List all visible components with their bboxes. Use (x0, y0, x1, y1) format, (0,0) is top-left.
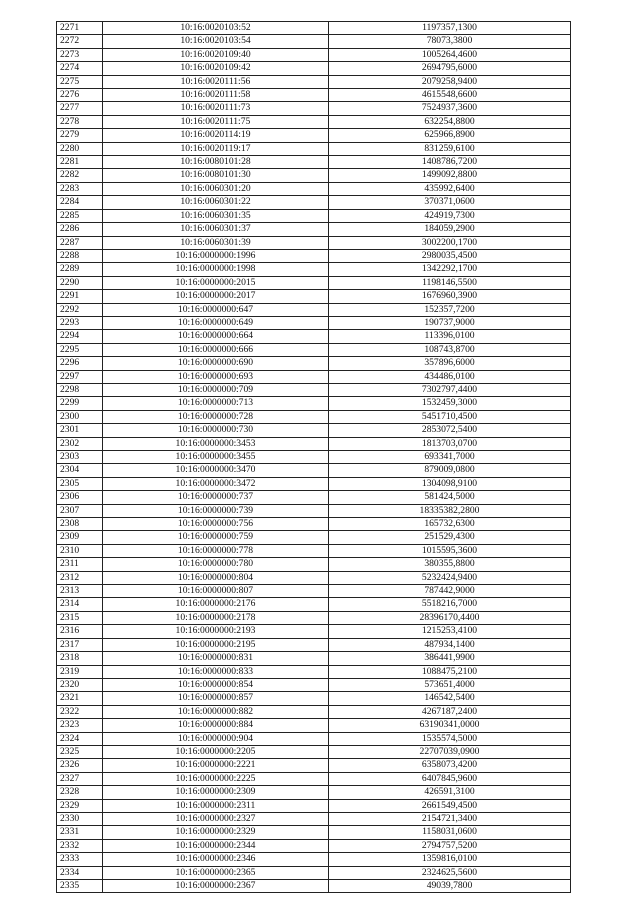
amount-cell: 165732,6300 (329, 518, 571, 531)
cadastral-number-cell: 10:16:0000000:2176 (103, 598, 329, 611)
cadastral-number-cell: 10:16:0000000:664 (103, 330, 329, 343)
row-number-cell: 2282 (57, 169, 103, 182)
cadastral-number-cell: 10:16:0000000:649 (103, 316, 329, 329)
cadastral-number-cell: 10:16:0060301:37 (103, 223, 329, 236)
amount-cell: 1197357,1300 (329, 22, 571, 35)
amount-cell: 487934,1400 (329, 638, 571, 651)
row-number-cell: 2278 (57, 115, 103, 128)
amount-cell: 1499092,8800 (329, 169, 571, 182)
row-number-cell: 2325 (57, 745, 103, 758)
cadastral-number-cell: 10:16:0000000:759 (103, 531, 329, 544)
amount-cell: 1408786,7200 (329, 156, 571, 169)
row-number-cell: 2297 (57, 370, 103, 383)
cadastral-number-cell: 10:16:0000000:2015 (103, 276, 329, 289)
amount-cell: 78073,3800 (329, 35, 571, 48)
row-number-cell: 2296 (57, 357, 103, 370)
row-number-cell: 2313 (57, 585, 103, 598)
row-number-cell: 2316 (57, 625, 103, 638)
row-number-cell: 2307 (57, 504, 103, 517)
table-row (57, 410, 571, 423)
table-row (57, 89, 571, 102)
amount-cell: 184059,2900 (329, 223, 571, 236)
row-number-cell: 2280 (57, 142, 103, 155)
row-number-cell: 2320 (57, 678, 103, 691)
table-row (57, 316, 571, 329)
amount-cell: 5451710,4500 (329, 410, 571, 423)
amount-cell: 1015595,3600 (329, 544, 571, 557)
amount-cell: 190737,9000 (329, 316, 571, 329)
row-number-cell: 2318 (57, 652, 103, 665)
row-number-cell: 2299 (57, 397, 103, 410)
table-row (57, 48, 571, 61)
table-row (57, 35, 571, 48)
amount-cell: 1215253,4100 (329, 625, 571, 638)
cadastral-number-cell: 10:16:0000000:884 (103, 719, 329, 732)
cadastral-number-cell: 10:16:0000000:780 (103, 558, 329, 571)
table-row (57, 142, 571, 155)
table-row (57, 330, 571, 343)
row-number-cell: 2310 (57, 544, 103, 557)
amount-cell: 879009,0800 (329, 464, 571, 477)
amount-cell: 581424,5000 (329, 491, 571, 504)
row-number-cell: 2319 (57, 665, 103, 678)
amount-cell: 1198146,5500 (329, 276, 571, 289)
cadastral-number-cell: 10:16:0020103:54 (103, 35, 329, 48)
table-row (57, 236, 571, 249)
amount-cell: 2694795,6000 (329, 62, 571, 75)
table-row (57, 129, 571, 142)
cadastral-number-cell: 10:16:0000000:2193 (103, 625, 329, 638)
table-row (57, 115, 571, 128)
row-number-cell: 2300 (57, 410, 103, 423)
row-number-cell: 2311 (57, 558, 103, 571)
cadastral-number-cell: 10:16:0020119:17 (103, 142, 329, 155)
cadastral-number-cell: 10:16:0000000:713 (103, 397, 329, 410)
table-row (57, 571, 571, 584)
amount-cell: 1304098,9100 (329, 477, 571, 490)
amount-cell: 370371,0600 (329, 196, 571, 209)
cadastral-number-cell: 10:16:0000000:647 (103, 303, 329, 316)
row-number-cell: 2295 (57, 343, 103, 356)
row-number-cell: 2305 (57, 477, 103, 490)
table-row (57, 692, 571, 705)
row-number-cell: 2279 (57, 129, 103, 142)
table-row (57, 678, 571, 691)
table-row (57, 477, 571, 490)
table-row (57, 652, 571, 665)
table-row (57, 102, 571, 115)
table-row (57, 196, 571, 209)
amount-cell: 1342292,1700 (329, 263, 571, 276)
row-number-cell: 2324 (57, 732, 103, 745)
amount-cell: 625966,8900 (329, 129, 571, 142)
amount-cell: 28396170,4400 (329, 611, 571, 624)
cadastral-number-cell: 10:16:0000000:882 (103, 705, 329, 718)
row-number-cell: 2274 (57, 62, 103, 75)
row-number-cell: 2289 (57, 263, 103, 276)
row-number-cell: 2312 (57, 571, 103, 584)
row-number-cell: 2329 (57, 799, 103, 812)
table-row (57, 343, 571, 356)
table-row (57, 705, 571, 718)
row-number-cell: 2306 (57, 491, 103, 504)
row-number-cell: 2272 (57, 35, 103, 48)
cadastral-number-cell: 10:16:0020111:56 (103, 75, 329, 88)
table-row (57, 826, 571, 839)
table-row (57, 451, 571, 464)
row-number-cell: 2283 (57, 182, 103, 195)
cadastral-number-cell: 10:16:0020103:52 (103, 22, 329, 35)
table-row (57, 880, 571, 893)
row-number-cell: 2277 (57, 102, 103, 115)
amount-cell: 22707039,0900 (329, 745, 571, 758)
table-row (57, 518, 571, 531)
row-number-cell: 2322 (57, 705, 103, 718)
amount-cell: 380355,8800 (329, 558, 571, 571)
cadastral-number-cell: 10:16:0000000:693 (103, 370, 329, 383)
table-row (57, 719, 571, 732)
cadastral-number-cell: 10:16:0060301:20 (103, 182, 329, 195)
table-row (57, 625, 571, 638)
table-row (57, 585, 571, 598)
amount-cell: 2079258,9400 (329, 75, 571, 88)
row-number-cell: 2288 (57, 249, 103, 262)
cadastral-number-cell: 10:16:0000000:3455 (103, 451, 329, 464)
row-number-cell: 2326 (57, 759, 103, 772)
cadastral-number-cell: 10:16:0080101:30 (103, 169, 329, 182)
amount-cell: 3002200,1700 (329, 236, 571, 249)
table-row (57, 276, 571, 289)
cadastral-number-cell: 10:16:0000000:1996 (103, 249, 329, 262)
table-row (57, 665, 571, 678)
cadastral-number-cell: 10:16:0000000:730 (103, 424, 329, 437)
table-row (57, 772, 571, 785)
row-number-cell: 2309 (57, 531, 103, 544)
amount-cell: 1005264,4600 (329, 48, 571, 61)
amount-cell: 6358073,4200 (329, 759, 571, 772)
amount-cell: 1532459,3000 (329, 397, 571, 410)
table-body (57, 22, 571, 893)
cadastral-number-cell: 10:16:0000000:728 (103, 410, 329, 423)
table-row (57, 598, 571, 611)
cadastral-number-cell: 10:16:0060301:22 (103, 196, 329, 209)
cadastral-number-cell: 10:16:0020111:58 (103, 89, 329, 102)
table-row (57, 853, 571, 866)
amount-cell: 18335382,2800 (329, 504, 571, 517)
cadastral-number-cell: 10:16:0000000:2225 (103, 772, 329, 785)
amount-cell: 787442,9000 (329, 585, 571, 598)
amount-cell: 5232424,9400 (329, 571, 571, 584)
table-row (57, 786, 571, 799)
cadastral-number-cell: 10:16:0000000:2344 (103, 839, 329, 852)
amount-cell: 1359816,0100 (329, 853, 571, 866)
table-row (57, 22, 571, 35)
cadastral-number-cell: 10:16:0000000:3453 (103, 437, 329, 450)
row-number-cell: 2302 (57, 437, 103, 450)
table-row (57, 799, 571, 812)
row-number-cell: 2330 (57, 812, 103, 825)
row-number-cell: 2323 (57, 719, 103, 732)
row-number-cell: 2317 (57, 638, 103, 651)
row-number-cell: 2285 (57, 209, 103, 222)
amount-cell: 6407845,9600 (329, 772, 571, 785)
amount-cell: 357896,6000 (329, 357, 571, 370)
row-number-cell: 2335 (57, 880, 103, 893)
table-row (57, 732, 571, 745)
amount-cell: 4615548,6600 (329, 89, 571, 102)
amount-cell: 5518216,7000 (329, 598, 571, 611)
row-number-cell: 2332 (57, 839, 103, 852)
row-number-cell: 2333 (57, 853, 103, 866)
amount-cell: 831259,6100 (329, 142, 571, 155)
table-row (57, 491, 571, 504)
cadastral-number-cell: 10:16:0000000:2017 (103, 290, 329, 303)
table-row (57, 357, 571, 370)
row-number-cell: 2281 (57, 156, 103, 169)
amount-cell: 424919,7300 (329, 209, 571, 222)
cadastral-number-cell: 10:16:0020111:75 (103, 115, 329, 128)
row-number-cell: 2328 (57, 786, 103, 799)
row-number-cell: 2291 (57, 290, 103, 303)
cadastral-number-cell: 10:16:0020111:73 (103, 102, 329, 115)
cadastral-number-cell: 10:16:0000000:709 (103, 383, 329, 396)
row-number-cell: 2284 (57, 196, 103, 209)
table-row (57, 558, 571, 571)
row-number-cell: 2308 (57, 518, 103, 531)
cadastral-number-cell: 10:16:0000000:2329 (103, 826, 329, 839)
cadastral-number-cell: 10:16:0020109:40 (103, 48, 329, 61)
amount-cell: 434486,0100 (329, 370, 571, 383)
amount-cell: 113396,0100 (329, 330, 571, 343)
amount-cell: 1676960,3900 (329, 290, 571, 303)
amount-cell: 2661549,4500 (329, 799, 571, 812)
cadastral-number-cell: 10:16:0000000:804 (103, 571, 329, 584)
cadastral-number-cell: 10:16:0000000:690 (103, 357, 329, 370)
table-row (57, 249, 571, 262)
cadastral-number-cell: 10:16:0000000:737 (103, 491, 329, 504)
row-number-cell: 2331 (57, 826, 103, 839)
amount-cell: 1535574,5000 (329, 732, 571, 745)
row-number-cell: 2271 (57, 22, 103, 35)
cadastral-number-cell: 10:16:0000000:666 (103, 343, 329, 356)
amount-cell: 1158031,0600 (329, 826, 571, 839)
amount-cell: 2980035,4500 (329, 249, 571, 262)
cadastral-number-cell: 10:16:0000000:739 (103, 504, 329, 517)
cadastral-number-cell: 10:16:0080101:28 (103, 156, 329, 169)
cadastral-number-cell: 10:16:0000000:3470 (103, 464, 329, 477)
amount-cell: 251529,4300 (329, 531, 571, 544)
row-number-cell: 2303 (57, 451, 103, 464)
table-row (57, 263, 571, 276)
amount-cell: 2154721,3400 (329, 812, 571, 825)
cadastral-number-cell: 10:16:0060301:39 (103, 236, 329, 249)
amount-cell: 632254,8800 (329, 115, 571, 128)
table-row (57, 759, 571, 772)
amount-cell: 573651,4000 (329, 678, 571, 691)
row-number-cell: 2290 (57, 276, 103, 289)
cadastral-number-cell: 10:16:0000000:833 (103, 665, 329, 678)
cadastral-number-cell: 10:16:0000000:2367 (103, 880, 329, 893)
table-row (57, 531, 571, 544)
amount-cell: 4267187,2400 (329, 705, 571, 718)
cadastral-number-cell: 10:16:0000000:854 (103, 678, 329, 691)
row-number-cell: 2294 (57, 330, 103, 343)
cadastral-number-cell: 10:16:0000000:904 (103, 732, 329, 745)
cadastral-number-cell: 10:16:0060301:35 (103, 209, 329, 222)
cadastral-number-cell: 10:16:0000000:857 (103, 692, 329, 705)
table-row (57, 223, 571, 236)
cadastral-number-cell: 10:16:0000000:2346 (103, 853, 329, 866)
cadastral-number-cell: 10:16:0000000:778 (103, 544, 329, 557)
cadastral-number-cell: 10:16:0000000:2195 (103, 638, 329, 651)
row-number-cell: 2315 (57, 611, 103, 624)
table-row (57, 424, 571, 437)
amount-cell: 1088475,2100 (329, 665, 571, 678)
row-number-cell: 2275 (57, 75, 103, 88)
amount-cell: 2853072,5400 (329, 424, 571, 437)
amount-cell: 2324625,5600 (329, 866, 571, 879)
cadastral-number-cell: 10:16:0000000:2221 (103, 759, 329, 772)
row-number-cell: 2273 (57, 48, 103, 61)
table-row (57, 75, 571, 88)
amount-cell: 63190341,0000 (329, 719, 571, 732)
row-number-cell: 2314 (57, 598, 103, 611)
table-row (57, 62, 571, 75)
cadastral-number-cell: 10:16:0020114:19 (103, 129, 329, 142)
table-row (57, 745, 571, 758)
table-row (57, 397, 571, 410)
table-row (57, 437, 571, 450)
cadastral-number-cell: 10:16:0000000:2309 (103, 786, 329, 799)
row-number-cell: 2334 (57, 866, 103, 879)
row-number-cell: 2304 (57, 464, 103, 477)
amount-cell: 146542,5400 (329, 692, 571, 705)
table-row (57, 303, 571, 316)
amount-cell: 108743,8700 (329, 343, 571, 356)
row-number-cell: 2301 (57, 424, 103, 437)
table-row (57, 839, 571, 852)
table-row (57, 611, 571, 624)
amount-cell: 426591,3100 (329, 786, 571, 799)
table-row (57, 182, 571, 195)
amount-cell: 386441,9900 (329, 652, 571, 665)
table-row (57, 209, 571, 222)
data-table (56, 21, 571, 893)
cadastral-number-cell: 10:16:0000000:807 (103, 585, 329, 598)
row-number-cell: 2321 (57, 692, 103, 705)
cadastral-number-cell: 10:16:0000000:2178 (103, 611, 329, 624)
table-row (57, 866, 571, 879)
table-row (57, 370, 571, 383)
cadastral-number-cell: 10:16:0000000:756 (103, 518, 329, 531)
table-row (57, 383, 571, 396)
amount-cell: 152357,7200 (329, 303, 571, 316)
cadastral-number-cell: 10:16:0000000:1998 (103, 263, 329, 276)
row-number-cell: 2286 (57, 223, 103, 236)
cadastral-number-cell: 10:16:0000000:2365 (103, 866, 329, 879)
row-number-cell: 2292 (57, 303, 103, 316)
row-number-cell: 2276 (57, 89, 103, 102)
amount-cell: 693341,7000 (329, 451, 571, 464)
table-row (57, 504, 571, 517)
cadastral-number-cell: 10:16:0000000:2311 (103, 799, 329, 812)
amount-cell: 2794757,5200 (329, 839, 571, 852)
cadastral-number-cell: 10:16:0000000:2205 (103, 745, 329, 758)
cadastral-number-cell: 10:16:0000000:2327 (103, 812, 329, 825)
table-row (57, 169, 571, 182)
table-row (57, 638, 571, 651)
cadastral-number-cell: 10:16:0000000:831 (103, 652, 329, 665)
table-row (57, 156, 571, 169)
table-row (57, 290, 571, 303)
amount-cell: 49039,7800 (329, 880, 571, 893)
amount-cell: 7524937,3600 (329, 102, 571, 115)
table-row (57, 812, 571, 825)
row-number-cell: 2327 (57, 772, 103, 785)
table-row (57, 544, 571, 557)
amount-cell: 1813703,0700 (329, 437, 571, 450)
amount-cell: 7302797,4400 (329, 383, 571, 396)
cadastral-number-cell: 10:16:0000000:3472 (103, 477, 329, 490)
amount-cell: 435992,6400 (329, 182, 571, 195)
row-number-cell: 2293 (57, 316, 103, 329)
row-number-cell: 2287 (57, 236, 103, 249)
table-row (57, 464, 571, 477)
cadastral-number-cell: 10:16:0020109:42 (103, 62, 329, 75)
row-number-cell: 2298 (57, 383, 103, 396)
